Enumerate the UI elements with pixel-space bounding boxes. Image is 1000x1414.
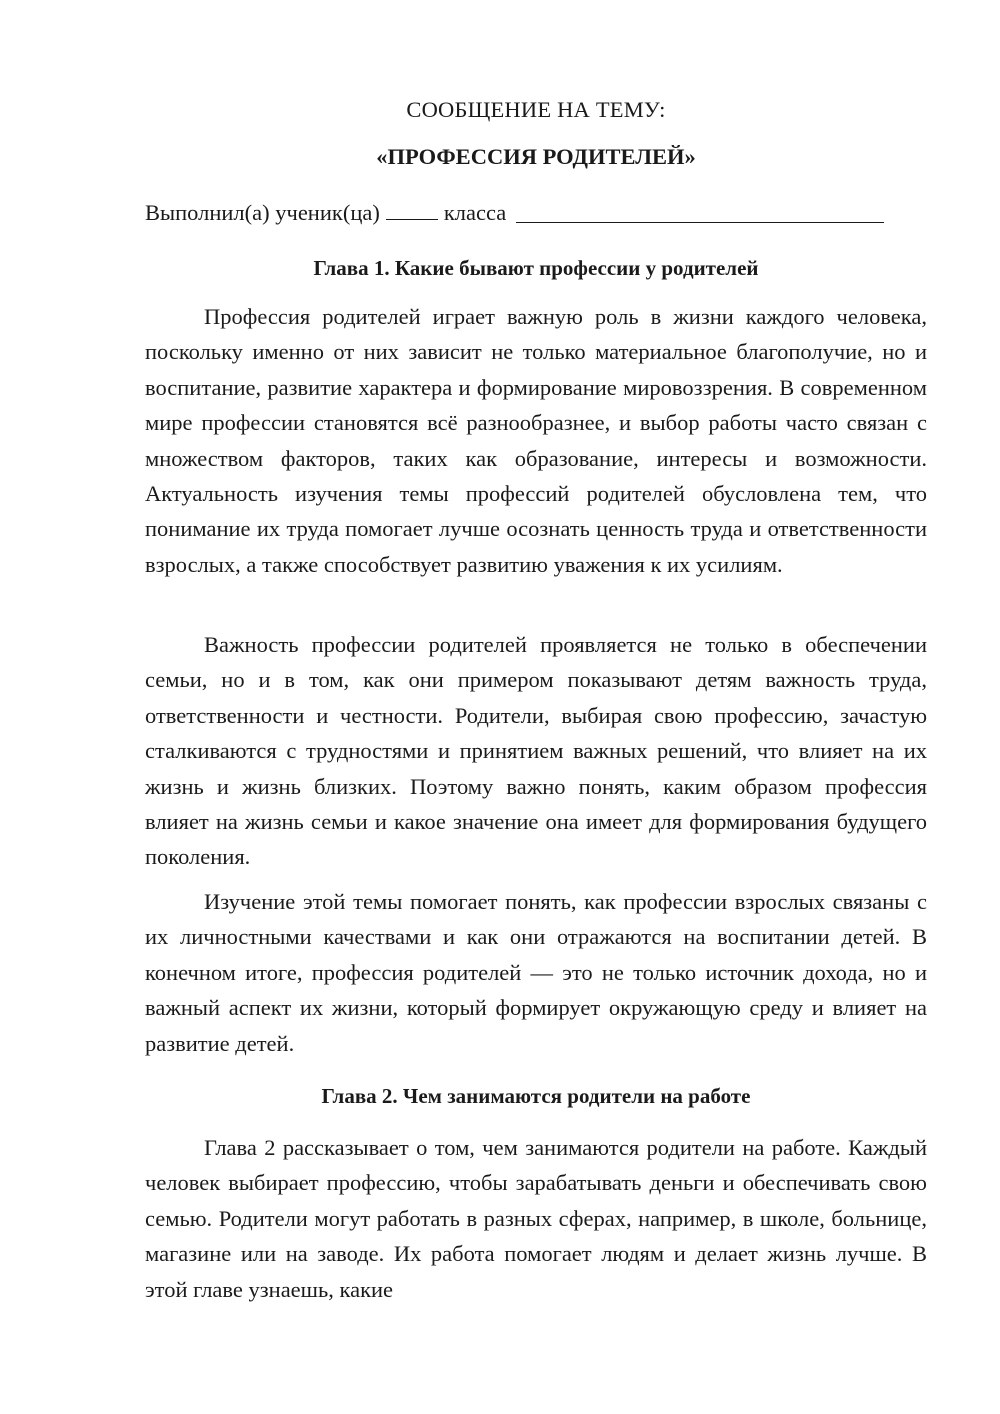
student-info-line <box>145 199 927 226</box>
chapter-2-paragraph-1: Глава 2 рассказывает о том, чем занимаются родители на работе. Каждый человек выбирает профессию, чтобы зарабатывать деньги и обеспечивать свою семью. Родители могут работать в разных сферах, например, в школе, больнице, магазине или на заводе. Их работа помогает людям и делает жизнь лучше. В этой главе узнаешь, какие <box>145 1135 927 1302</box>
performed-by-label: Выполнил(а) ученик(ца) <box>145 200 380 225</box>
chapter-1-paragraph-2: Важность профессии родителей проявляется не только в обеспечении семьи, но и в том, как они примером показывают детям важность труда, ответственности и честности. Родители, выбирая свою профессию, зачастую сталкиваются с трудностями и принятием важных решений, что влияет на их жизнь и жизнь близких. Поэтому важно понять, каким образом профессия влияет на жизнь семьи и какое значение она имеет для формирования будущего поколения. <box>145 632 927 870</box>
chapter-1-paragraph-1: Профессия родителей играет важную роль в жизни каждого человека, поскольку именно от них зависит не только материальное благополучие, но и воспитание, развитие характера и формирование мировоззрения. В современном мире профессии становятся всё разнообразнее, и выбор работы часто связан с множеством факторов, таких как образование, интересы и возможности. Актуальность изучения темы профессий родителей обусловлена тем, что понимание их труда помогает лучше осознать ценность труда и ответственности взрослых, а также способствует развитию уважения к их усилиям. <box>145 304 927 577</box>
grade-blank-field[interactable] <box>386 199 438 220</box>
chapter-1-paragraph-3: Изучение этой темы помогает понять, как профессии взрослых связаны с их личностными качествами и как они отражаются на воспитании детей. В конечном итоге, профессия родителей — это не только источник дохода, но и важный аспект их жизни, который формирует окружающую среду и влияет на развитие детей. <box>145 889 927 1056</box>
chapter-1-heading: Глава 1. Какие бывают профессии у родителей <box>313 256 759 280</box>
document-title-line-2: «ПРОФЕССИЯ РОДИТЕЛЕЙ» <box>376 144 696 169</box>
name-blank-field[interactable] <box>516 202 884 223</box>
document-title-line-1: СООБЩЕНИЕ НА ТЕМУ: <box>406 97 666 122</box>
chapter-2-heading: Глава 2. Чем занимаются родители на работе <box>321 1084 751 1108</box>
class-label: класса <box>443 200 507 225</box>
